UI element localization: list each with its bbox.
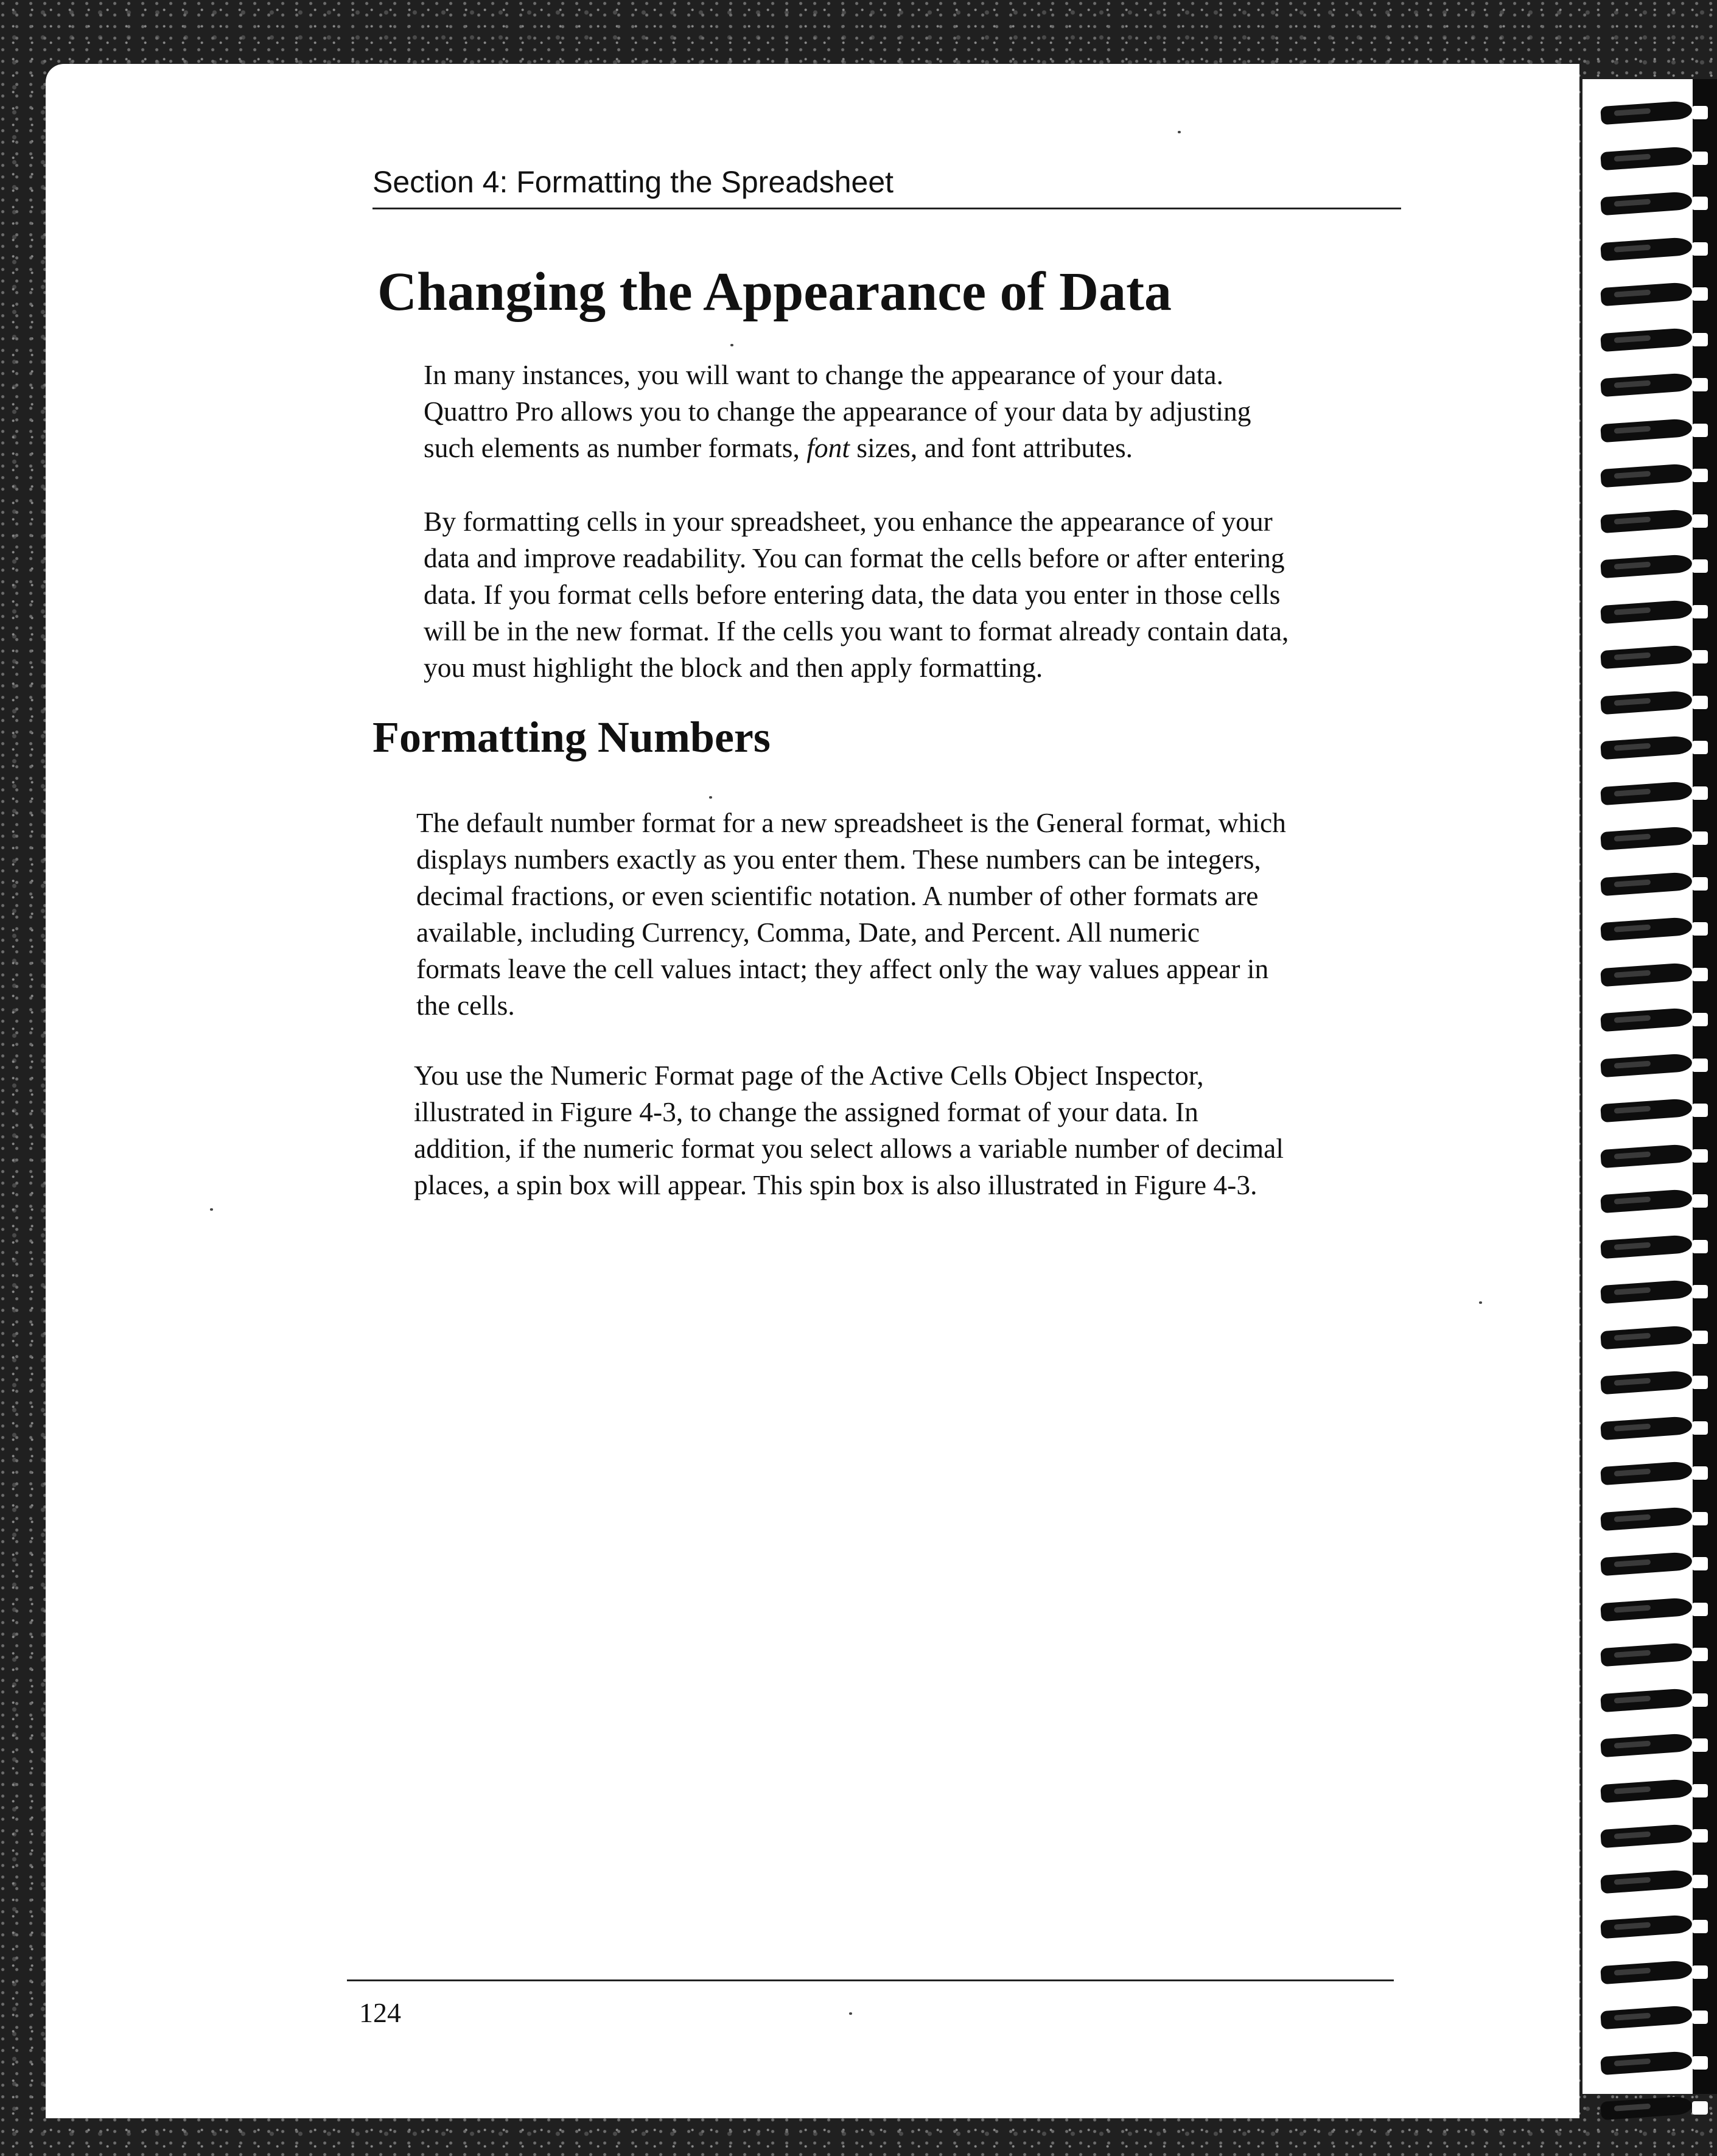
binding-coil [1601, 2099, 1704, 2119]
binding-coil [1601, 376, 1704, 396]
binding-coil [1601, 149, 1704, 170]
binding-coil [1601, 1010, 1704, 1031]
binding-coil [1601, 1419, 1704, 1440]
binding-coil [1601, 1283, 1704, 1303]
binding-coil [1601, 1600, 1704, 1621]
text-line: data. If you format cells before entering data, the data you enter in those cells [424, 579, 1281, 610]
binding-coil [1601, 1464, 1704, 1485]
binding-coil [1601, 829, 1704, 850]
scan-speck [709, 796, 712, 799]
binding-coil [1601, 103, 1704, 124]
binding-coil [1601, 421, 1704, 442]
scan-speck [1479, 1301, 1482, 1304]
binding-coil [1601, 1736, 1704, 1757]
binding-coil [1601, 1373, 1704, 1394]
text-line: available, including Currency, Comma, Date, and Percent. All numeric [416, 917, 1200, 948]
binding-coil [1601, 1691, 1704, 1712]
text-line: Quattro Pro allows you to change the appearance of your data by adjusting [424, 396, 1251, 427]
text-line: will be in the new format. If the cells you want to format already contain data, [424, 615, 1289, 646]
binding-coil [1601, 784, 1704, 805]
intro-paragraph-1 [424, 357, 1458, 466]
binding-coil [1601, 1917, 1704, 1938]
binding-coil [1601, 466, 1704, 487]
italic-term: font [806, 432, 850, 463]
binding-coil [1601, 738, 1704, 759]
text-span: such elements as number formats, [424, 432, 807, 463]
binding-coil [1601, 512, 1704, 533]
text-line: In many instances, you will want to change the appearance of your data. [424, 359, 1223, 390]
text-line: data and improve readability. You can format the cells before or after entering [424, 542, 1285, 573]
binding-coil [1601, 1510, 1704, 1530]
binding-coil [1601, 875, 1704, 895]
intro-paragraph-2 [424, 503, 1458, 686]
numbers-paragraph-2 [414, 1057, 1449, 1203]
binding-coil [1601, 1056, 1704, 1077]
binding-coil [1601, 1782, 1704, 1802]
binding-coil [1601, 331, 1704, 351]
binding-coil [1601, 1555, 1704, 1575]
binding-coil [1601, 603, 1704, 623]
text-line: By formatting cells in your spreadsheet, you enhance the appearance of your [424, 506, 1273, 537]
binding-coil [1601, 1237, 1704, 1258]
scan-speck [1178, 131, 1181, 133]
text-line: formats leave the cell values intact; they affect only the way values appear in [416, 953, 1269, 984]
spiral-binding [1582, 79, 1717, 2094]
page-number: 124 [359, 1997, 401, 2028]
text-line: You use the Numeric Format page of the Active Cells Object Inspector, [414, 1060, 1204, 1091]
text-line: places, a spin box will appear. This spin box is also illustrated in Figure 4-3. [414, 1169, 1257, 1200]
text-line: addition, if the numeric format you select allows a variable number of decimal [414, 1133, 1284, 1164]
binding-coil [1601, 557, 1704, 578]
text-line: illustrated in Figure 4-3, to change the assigned format of your data. In [414, 1096, 1198, 1127]
binding-coil [1601, 1192, 1704, 1213]
binding-coil [1601, 1963, 1704, 1984]
binding-coil [1601, 648, 1704, 668]
binding-coil [1601, 1645, 1704, 1666]
text-line: decimal fractions, or even scientific notation. A number of other formats are [416, 880, 1259, 911]
scan-speck [730, 344, 733, 346]
binding-coil [1601, 1147, 1704, 1167]
footer-rule [347, 1979, 1394, 1981]
text-line: the cells. [416, 990, 515, 1021]
binding-coil [1601, 693, 1704, 714]
binding-coil [1601, 1328, 1704, 1349]
binding-coil [1601, 920, 1704, 940]
binding-coil [1601, 1872, 1704, 1893]
binding-coil [1601, 285, 1704, 306]
scan-speck [210, 1208, 213, 1211]
binding-coil [1601, 1101, 1704, 1122]
page-title: Changing the Appearance of Data [377, 262, 1172, 322]
text-line: displays numbers exactly as you enter them. These numbers can be integers, [416, 844, 1261, 875]
text-line [424, 430, 1458, 466]
binding-coil [1601, 240, 1704, 261]
scan-speck [849, 2012, 852, 2015]
section-heading: Formatting Numbers [372, 713, 771, 761]
text-line: The default number format for a new spreadsheet is the General format, which [416, 807, 1286, 838]
numbers-paragraph-1 [416, 805, 1451, 1024]
binding-coil [1601, 2008, 1704, 2029]
running-head: Section 4: Formatting the Spreadsheet [372, 166, 1401, 209]
binding-coil [1601, 194, 1704, 215]
text-line: you must highlight the block and then apply formatting. [424, 652, 1043, 683]
binding-coil [1601, 2054, 1704, 2074]
binding-coil [1601, 965, 1704, 986]
text-span: sizes, and font attributes. [850, 432, 1133, 463]
binding-coil [1601, 1827, 1704, 1847]
